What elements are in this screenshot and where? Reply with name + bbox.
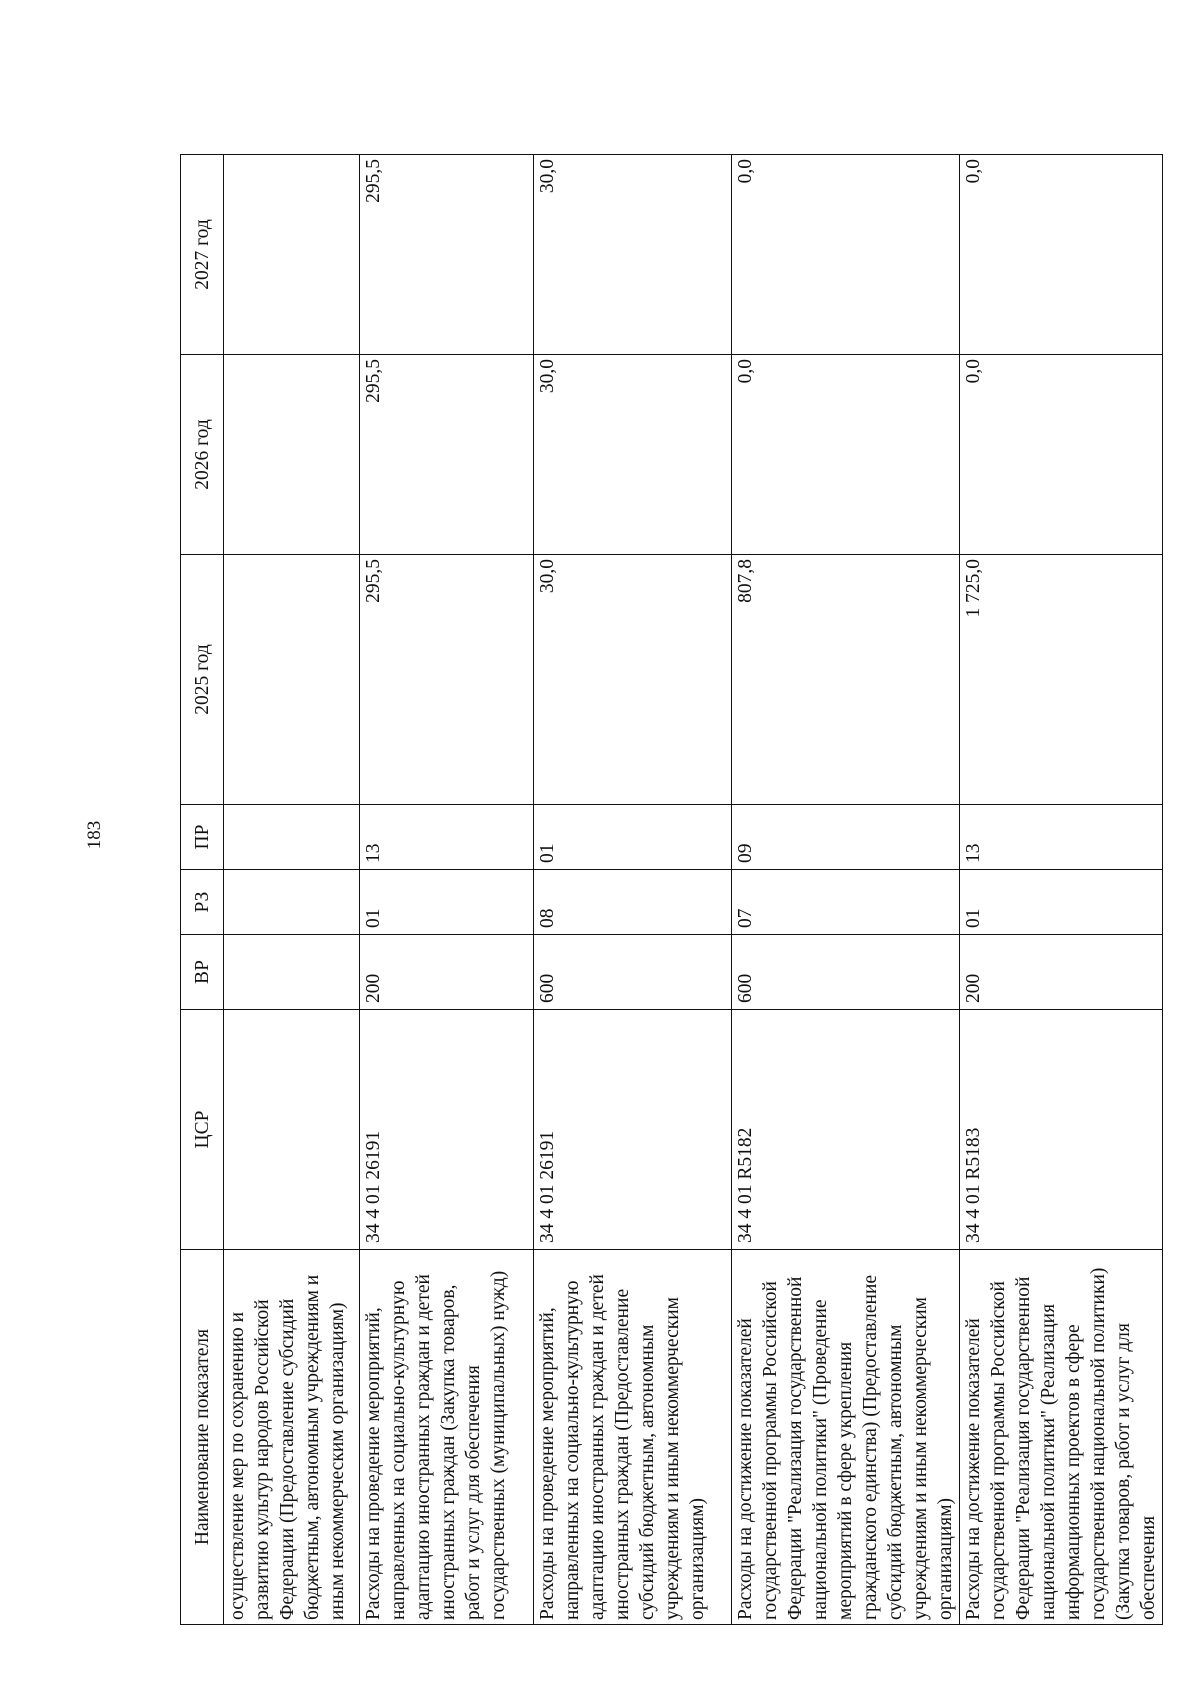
cell-name: Расходы на достижение показателей государственной программы Российской Федерации "Реализация государственной национальной политики" (Проведение мероприятий в сфере укрепления гражданского единства) (Предоставление субсидий бюджетным, автономным учреждениям и иным некоммерческим организациям) — [732, 1250, 960, 1625]
cell-2026: 0,0 — [960, 355, 1163, 555]
budget-table — [180, 154, 1163, 1625]
header-2025: 2025 год — [181, 555, 224, 805]
cell-2026 — [224, 355, 360, 555]
table-header-row — [181, 155, 224, 1625]
cell-2025: 1 725,0 — [960, 555, 1163, 805]
cell-rz: 08 — [534, 870, 732, 935]
cell-rz: 01 — [960, 870, 1163, 935]
cell-rz: 01 — [360, 870, 534, 935]
cell-pr: 13 — [360, 805, 534, 870]
cell-csr: 34 4 01 R5183 — [960, 1010, 1163, 1250]
table-row — [732, 155, 960, 1625]
budget-table-frame — [180, 155, 1159, 1625]
cell-pr: 01 — [534, 805, 732, 870]
cell-rz — [224, 870, 360, 935]
header-name: Наименование показателя — [181, 1250, 224, 1625]
header-vr: ВР — [181, 935, 224, 1010]
cell-name: Расходы на проведение мероприятий, направленных на социально-культурную адаптацию иностранных граждан и детей иностранных граждан (Предоставление субсидий бюджетным, автономным учреждениям и иным некоммерческим организациям) — [534, 1250, 732, 1625]
header-2027: 2027 год — [181, 155, 224, 355]
header-csr: ЦСР — [181, 1010, 224, 1250]
table-row — [224, 155, 360, 1625]
cell-vr: 200 — [960, 935, 1163, 1010]
table-row — [534, 155, 732, 1625]
table-row — [360, 155, 534, 1625]
cell-2026: 30,0 — [534, 355, 732, 555]
cell-name: Расходы на проведение мероприятий, направленных на социально-культурную адаптацию иностранных граждан и детей иностранных граждан (Закупка товаров, работ и услуг для обеспечения государственных (муниципальных) нужд) — [360, 1250, 534, 1625]
cell-vr: 200 — [360, 935, 534, 1010]
header-rz: РЗ — [181, 870, 224, 935]
cell-2027 — [224, 155, 360, 355]
cell-name: осуществление мер по сохранению и развитию культур народов Российской Федерации (Предоставление субсидий бюджетным, автономным учреждениям и иным некоммерческим организациям) — [224, 1250, 360, 1625]
header-2026: 2026 год — [181, 355, 224, 555]
header-pr: ПР — [181, 805, 224, 870]
cell-2027: 295,5 — [360, 155, 534, 355]
cell-pr: 09 — [732, 805, 960, 870]
cell-2026: 295,5 — [360, 355, 534, 555]
cell-vr — [224, 935, 360, 1010]
cell-pr — [224, 805, 360, 870]
cell-csr: 34 4 01 26191 — [360, 1010, 534, 1250]
cell-2025: 295,5 — [360, 555, 534, 805]
cell-2027: 30,0 — [534, 155, 732, 355]
page-number: 183 — [84, 820, 105, 850]
cell-vr: 600 — [534, 935, 732, 1010]
cell-csr: 34 4 01 R5182 — [732, 1010, 960, 1250]
cell-pr: 13 — [960, 805, 1163, 870]
cell-2027: 0,0 — [732, 155, 960, 355]
cell-name: Расходы на достижение показателей государственной программы Российской Федерации "Реализация государственной национальной политики" (Реализация информационных проектов в сфере государственной национальной политики) (Закупка товаров, работ и услуг для обеспечения — [960, 1250, 1163, 1625]
cell-rz: 07 — [732, 870, 960, 935]
cell-vr: 600 — [732, 935, 960, 1010]
cell-2025 — [224, 555, 360, 805]
cell-2025: 30,0 — [534, 555, 732, 805]
cell-2027: 0,0 — [960, 155, 1163, 355]
cell-csr — [224, 1010, 360, 1250]
cell-csr: 34 4 01 26191 — [534, 1010, 732, 1250]
table-row — [960, 155, 1163, 1625]
cell-2026: 0,0 — [732, 355, 960, 555]
cell-2025: 807,8 — [732, 555, 960, 805]
